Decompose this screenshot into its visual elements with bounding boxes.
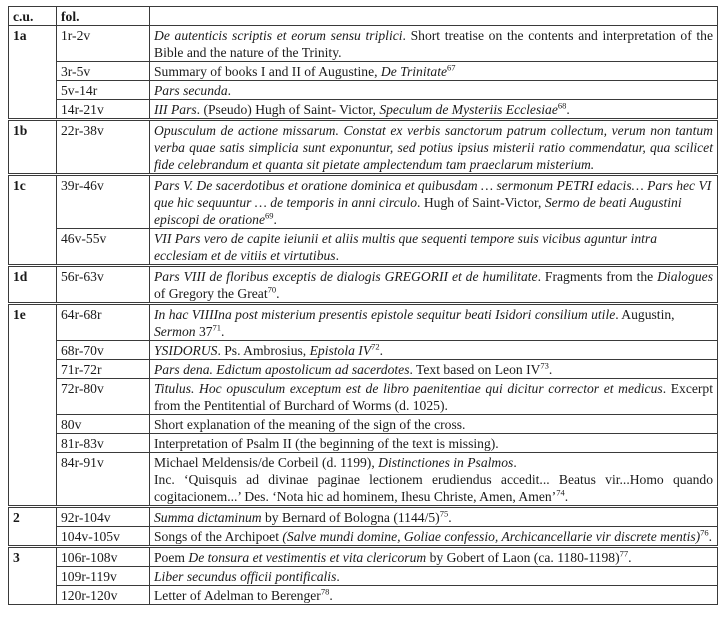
footnote-ref: 78 [320,586,330,597]
description-cell [150,379,718,415]
description-cell [150,120,718,175]
folio-cell: 64r-68r [57,304,150,341]
table-row [9,527,718,547]
folio-cell: 104v-105v [57,527,150,547]
description-cell [150,266,718,304]
codicological-unit-cell: 3 [9,547,57,567]
italic-text: Liber secundus officii pontificalis [154,569,337,584]
table-row [9,453,718,507]
folio-cell: 5v-14r [57,81,150,100]
codicological-unit-cell [9,434,57,453]
codicological-unit-cell: 1b [9,120,57,175]
folio-cell: 39r-46v [57,175,150,229]
header-description [150,7,718,26]
italic-text: YSIDORUS [154,343,218,358]
codicological-unit-cell [9,341,57,360]
folio-cell: 3r-5v [57,62,150,81]
table-row [9,434,718,453]
description-cell [150,586,718,605]
text-run: by Bernard of Bologna (1144/5) [261,510,440,525]
codicological-unit-cell [9,453,57,507]
codicological-unit-cell [9,527,57,547]
text-run: . (Pseudo) Hugh of Saint- Victor, [196,102,380,117]
table-row [9,586,718,605]
text-run: . [335,248,339,263]
footnote-ref: 74 [556,487,565,498]
codicological-unit-cell [9,360,57,379]
footnote-ref: 67 [447,62,456,73]
text-run: Short explanation of the meaning of the sign of the cross. [154,417,466,432]
text-run: . [227,83,232,98]
footnote-ref: 69 [265,210,274,221]
italic-text: Speculum de Mysteriis Ecclesiae [379,102,558,117]
description-cell [150,175,718,229]
italic-text: Pars secunda [154,83,228,98]
text-run: . Hugh of Saint-Victor, [417,195,545,210]
description-cell [150,547,718,567]
italic-text: De Trinitate [380,64,448,79]
folio-cell: 46v-55v [57,229,150,266]
table-row [9,120,718,175]
italic-text: Pars V. De sacerdotibus et oratione dominica et quibusdam … sermonum PETRI edacis… Pars hec VI que hic sequuntur … de temporis in anni circulo [154,178,712,210]
description-cell [150,81,718,100]
italic-text: Summa dictaminum [154,510,262,525]
text-run: . [566,102,570,117]
italic-text: Epistola IV [309,343,372,358]
text-run: . [329,588,333,603]
codicological-unit-cell: 1a [9,26,57,62]
text-run: Poem [154,550,189,565]
text-run: . [548,362,553,377]
description-cell [150,341,718,360]
text-run: . Excerpt from the Pentitential of Burchard of Worms (d. 1025). [154,381,713,413]
table-row [9,304,718,341]
folio-cell: 84r-91v [57,453,150,507]
italic-text: Titulus. Hoc opusculum exceptum est de libro paenitentiae qui dicitur corrector et medicus [154,381,663,396]
footnote-ref: 73 [540,360,549,371]
italic-text: In hac VIIIIna post misterium presentis epistole sequitur beati Isidori consilium utile [154,307,616,322]
text-run: . Short treatise on the contents and interpretation of the Bible and the nature of the Trinity. [154,28,713,60]
codicological-unit-cell: 2 [9,507,57,527]
folio-cell: 71r-72r [57,360,150,379]
text-run: Inc. ‘Quisquis ad divinae paginae lectionem erudiendus accedit... Beatus vir...Homo quando cogitacionem...’ Des. ‘Nota hic ad hominem, Ihesu Christe, Amen, Amen’ [154,472,713,504]
folio-cell: 72r-80v [57,379,150,415]
italic-text: Sermon [154,324,196,339]
description-cell [150,453,718,507]
folio-cell: 120r-120v [57,586,150,605]
italic-text: Dialogues [657,269,713,284]
footnote-ref: 76 [700,527,709,538]
header-row [9,7,718,26]
text-run: of Gregory the Great [154,286,268,301]
footnote-ref: 72 [371,341,380,352]
text-run: . Text based on Leon IV [409,362,541,377]
description-cell [150,62,718,81]
table-row [9,567,718,586]
codicological-unit-cell [9,415,57,434]
text-run: . [221,324,225,339]
text-run: Interpretation of Psalm II (the beginning of the text is missing). [154,436,499,451]
folio-cell: 106r-108v [57,547,150,567]
italic-text: De autenticis scriptis et eorum sensu triplici [154,28,403,43]
table-row [9,100,718,120]
italic-text: VII Pars vero de capite ieiunii et aliis multis que sequenti tempore suis vicibus aguntur intra ecclesiam et de vitiis et virtutibus [154,231,658,263]
description-cell [150,415,718,434]
codicological-unit-cell [9,81,57,100]
italic-text: III Pars [154,102,197,117]
folio-cell: 56r-63v [57,266,150,304]
italic-text: (Salve mundi domine, Goliae confessio, Archicancellarie vir discrete mentis) [282,529,701,544]
text-run: . [379,343,384,358]
text-run: . Fragments from the [537,269,658,284]
description-cell [150,567,718,586]
text-run: by Gobert of Laon (ca. 1180-1198) [426,550,620,565]
folio-cell: 80v [57,415,150,434]
text-run: 37 [195,324,213,339]
footnote-ref: 71 [212,322,222,333]
text-run: . [336,569,340,584]
italic-text: Opusculum de actione missarum. Constat ex verbis sanctorum patrum collectum, verum non tantum verba quae satis simplicia sunt exponuntur, sed potius ipsius misterii ratio commendatur, qua scilicet fide celebrandum et quanta sit pietate amplectendum tam praeclarum misterium. [154,123,713,172]
italic-text: De tonsura et vestimentis et vita clericorum [188,550,427,565]
table-row [9,266,718,304]
folio-cell: 14r-21v [57,100,150,120]
table-row [9,379,718,415]
footnote-ref: 70 [267,284,277,295]
folio-cell: 81r-83v [57,434,150,453]
table-row [9,360,718,379]
table-body [9,26,718,605]
table-row [9,62,718,81]
table-row [9,26,718,62]
table-row [9,341,718,360]
codicological-unit-cell [9,100,57,120]
italic-text: Distinctiones in Psalmos [378,455,514,470]
italic-text: Pars dena. Edictum apostolicum ad sacerdotes [154,362,410,377]
text-run: Letter of Adelman to Berenger [154,588,321,603]
folio-cell: 22r-38v [57,120,150,175]
table-row [9,175,718,229]
text-run: Songs of the Archipoet [154,529,283,544]
description-cell [150,507,718,527]
description-cell [150,527,718,547]
table-row [9,229,718,266]
text-run: . [564,489,569,504]
table-row [9,415,718,434]
footnote-ref: 75 [439,508,449,519]
text-run: . [513,455,517,470]
table-row [9,547,718,567]
text-run: . [628,550,632,565]
codicological-unit-cell [9,229,57,266]
text-run: Summary of books I and II of Augustine, [154,64,381,79]
codicological-unit-cell: 1c [9,175,57,229]
text-run: . [273,212,277,227]
description-cell [150,100,718,120]
text-run: . Augustin, [615,307,675,322]
italic-text: Pars VIII de floribus exceptis de dialogis GREGORII et de humilitate [154,269,538,284]
codicological-unit-cell [9,586,57,605]
text-run: . Ps. Ambrosius, [217,343,310,358]
manuscript-contents-table [8,6,718,605]
footnote-ref: 77 [619,548,629,559]
codicological-unit-cell [9,62,57,81]
codicological-unit-cell: 1e [9,304,57,341]
codicological-unit-cell [9,567,57,586]
description-cell [150,360,718,379]
codicological-unit-cell: 1d [9,266,57,304]
folio-cell: 68r-70v [57,341,150,360]
header-cu: c.u. [9,7,57,26]
text-run: . [708,529,713,544]
folio-cell: 1r-2v [57,26,150,62]
table-row [9,507,718,527]
table-row [9,81,718,100]
description-cell [150,229,718,266]
folio-cell: 109r-119v [57,567,150,586]
description-cell [150,434,718,453]
text-run: . [448,510,452,525]
folio-cell: 92r-104v [57,507,150,527]
description-cell [150,304,718,341]
text-run: Michael Meldensis/de Corbeil (d. 1199), [154,455,379,470]
description-cell [150,26,718,62]
italic-text: Sermo de beati Augustini episcopi de oratione [154,195,682,227]
codicological-unit-cell [9,379,57,415]
footnote-ref: 68 [557,100,567,111]
text-run: . [276,286,280,301]
header-fol: fol. [57,7,150,26]
